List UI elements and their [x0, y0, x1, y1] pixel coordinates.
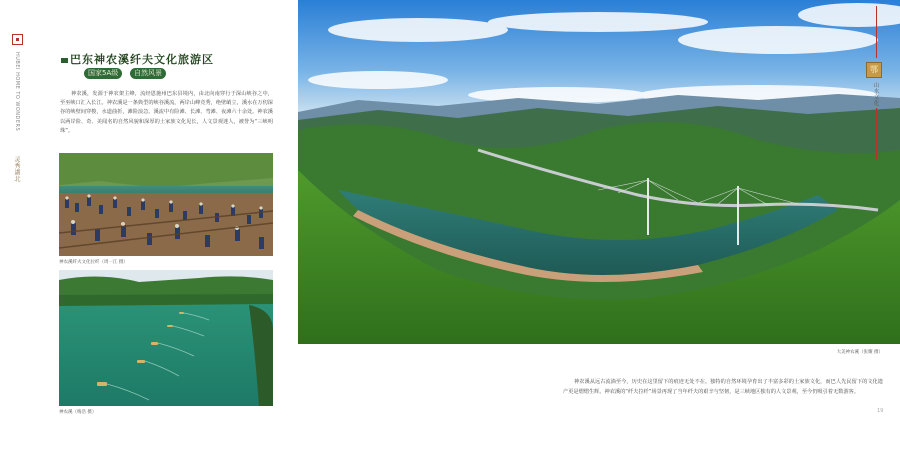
margin-rule-bottom: [876, 108, 877, 160]
river-photo: [59, 270, 273, 406]
river-photo-caption: 神农溪（梅浩 摄）: [59, 410, 97, 415]
page-title: 巴东神农溪纤夫文化旅游区: [70, 53, 214, 66]
running-head-english: HUBEI HOME TO WONDERS: [14, 52, 20, 132]
hero-photo: [298, 0, 900, 344]
body-paragraph: 神农溪从远古流淌至今，历史在这里留下的痕迹无处不在。独特的自然环境孕育出了丰富多彩的土家族文化，而巴人先民留下的文化遗产更是熠熠生辉。神农溪的“纤夫拉纤”场景再现了当年纤夫的艰辛与坚韧，是三峡地区独有的人文景观，至今仍吸引着无数游客。: [563, 379, 883, 395]
boats-photo-caption: 神农溪纤夫文化拉纤（周一江 摄）: [59, 260, 128, 265]
tag-rating: 国家5A级: [84, 68, 122, 79]
intro-paragraph: 神农溪，发源于神农架主峰，流经恩施州巴东县境内，由北向南穿行于深山峡谷之中，至巫峡口汇入长江。神农溪是一条典型的峡谷溪流，两岸山峰竞秀，绝壁峭立，溪水在万仞深谷的峡壁间穿梭，水道曲折，滩险浪急。溪流中有险滩、长滩、弯滩、夜滩六十余处。神农溪以两岸险、奇、美闻名的自然风貌和深厚的土家族文化见长，人文景观迷人，被誉为“三峡明珠”。: [60, 91, 273, 134]
section-seal-icon: 鄂: [866, 62, 882, 78]
margin-rule-top: [876, 6, 877, 58]
tag-category: 自然风景: [130, 68, 166, 79]
title-marker: [61, 58, 68, 63]
hero-photo-caption: 大美神农溪（张耀 摄）: [836, 350, 883, 355]
boats-photo: [59, 153, 273, 256]
section-label-vertical: 山水文化: [872, 82, 879, 106]
publication-logo-icon: [12, 34, 23, 45]
page-number: 19: [877, 408, 884, 414]
running-head-chinese: 灵秀湖北: [13, 156, 20, 182]
